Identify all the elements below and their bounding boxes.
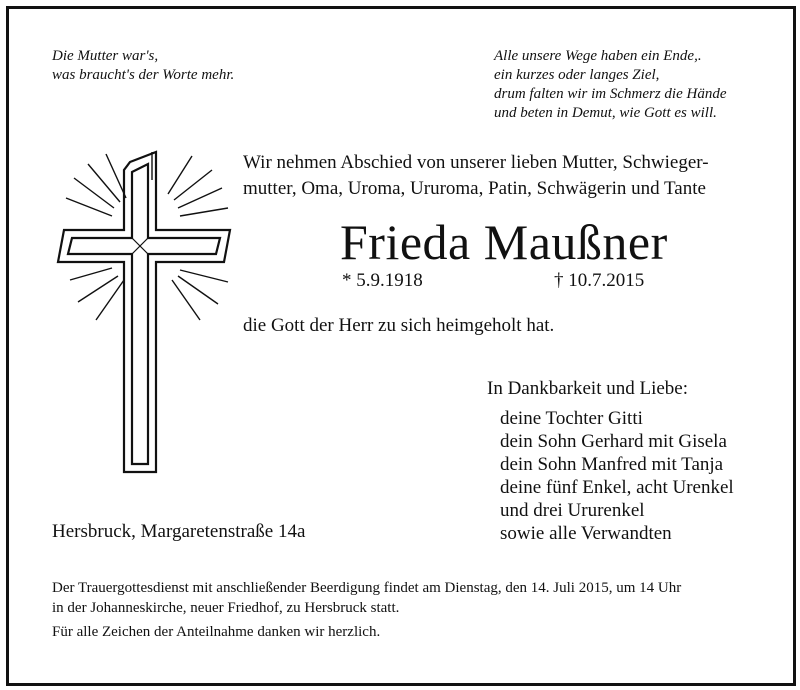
quote-right-line: und beten in Demut, wie Gott es will. (494, 105, 717, 121)
mourners-heading: In Dankbarkeit und Liebe: (487, 378, 689, 399)
death-date: † 10.7.2015 (554, 270, 645, 291)
mourner-line: deine Tochter Gitti (500, 408, 643, 429)
intro-text (243, 150, 709, 202)
intro-line: Wir nehmen Abschied von unserer lieben Mutter, Schwieger- (243, 152, 709, 173)
intro-line: mutter, Oma, Uroma, Ururoma, Patin, Schwägerin und Tante (243, 178, 706, 199)
birth-date: * 5.9.1918 (342, 270, 423, 291)
service-info (52, 578, 681, 618)
quote-left-line: Die Mutter war's, (52, 48, 159, 64)
address: Hersbruck, Margaretenstraße 14a (52, 521, 306, 542)
service-line: Der Trauergottesdienst mit anschließender Beerdigung findet am Dienstag, den 14. Juli 2015, um 14 Uhr (52, 580, 682, 596)
quote-right (494, 47, 726, 123)
service-line: in der Johanneskirche, neuer Friedhof, zu Hersbruck statt. (52, 600, 400, 616)
mourner-line: sowie alle Verwandten (500, 523, 672, 544)
mourner-line: dein Sohn Gerhard mit Gisela (500, 431, 727, 452)
mourner-line: dein Sohn Manfred mit Tanja (500, 454, 724, 475)
quote-right-line: ein kurzes oder langes Ziel, (494, 67, 660, 83)
deceased-name: Frieda Maußner (340, 214, 668, 270)
radiant-cross-icon (52, 150, 252, 480)
mourners-list (500, 407, 734, 545)
quote-right-line: Alle unsere Wege haben ein Ende,. (494, 48, 702, 64)
mourner-line: deine fünf Enkel, acht Urenkel (500, 477, 734, 498)
thanks-line: Für alle Zeichen der Anteilnahme danken wir herzlich. (52, 624, 381, 640)
quote-left (52, 47, 234, 85)
quote-right-line: drum falten wir im Schmerz die Hände (494, 86, 727, 102)
mourner-line: und drei Ururenkel (500, 500, 645, 521)
quote-left-line: was braucht's der Worte mehr. (52, 67, 235, 83)
closing-line: die Gott der Herr zu sich heimgeholt hat. (243, 315, 555, 336)
